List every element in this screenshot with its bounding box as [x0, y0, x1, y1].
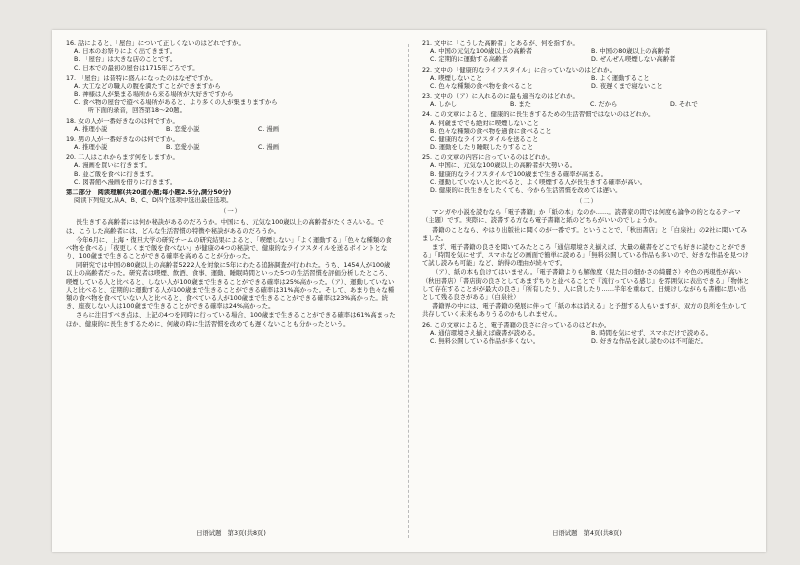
question-19-stem: 19. 男の人が一番好きなのは何ですか。: [66, 135, 179, 143]
q22-options-row-1: [422, 75, 752, 83]
q21-options-row-2: [422, 56, 752, 64]
page-4-footer: 日语试题 第4页(共8页): [552, 529, 622, 537]
q20-option-b: B. 並ご飯を食べに行きます。: [74, 170, 158, 178]
q20-option-a: A. 漫画を買いに行きます。: [74, 162, 151, 170]
passage-1-paragraph-3: 同研究では中国の80歳以上の高齢者5222人を対象に5年にわたる追跡調査が行われた。うち、1454人が100歳以上の高齢者だった。研究者は喫煙、飲酒、食事、運動、睡眠時間といった5つの生活習慣を評価分析したところ、喫煙している人と比べると、しない人が100歳まで生きることができる確率は25%高かった。（ア）、運動していない人と比べると、定期的に運動する人が100歳まで生きることができる確率は31%高かった。そして、あまり色々な種類の食べ物を食べていない人と比べると、食べている人が100歳まで生きることができる確率は23%高かった。続き、座夜しない人は100歳まで生きることができる確率は24%高かった。: [66, 262, 395, 311]
page-fold-line: [408, 44, 409, 538]
q22-option-b: B. よく運動すること: [591, 74, 650, 82]
q24-option-d: D. 運動をしたり睡眠したりすること: [430, 144, 534, 152]
exam-sheet: [52, 30, 766, 552]
q25-option-d: D. 健康的に長生きをしたくても、今から生活習慣を改めては遅い。: [430, 186, 622, 194]
question-16-stem: 16. 話によると、「屋台」について正しくないのはどれですか。: [66, 40, 245, 47]
q23-option-d: D. それで: [670, 101, 698, 109]
q24-option-c: C. 健康的なライフスタイルを送ること: [430, 135, 539, 143]
q19-options: [66, 144, 396, 152]
listening-note: 听下面的录音，回答第18～20题。: [88, 107, 186, 115]
q22-option-d: D. 夜遅くまで寝ないこと: [591, 82, 663, 90]
q17-option-c: C. 食べ物の屋台で遊べる場所があると、より多くの人が集まりますから: [74, 99, 278, 107]
q26-option-c: C. 無料公開している作品が多くない。: [430, 337, 540, 345]
q22-option-a: A. 喫煙しないこと: [430, 74, 483, 82]
q26-options-row-2: [422, 338, 752, 346]
page-3-footer: 日语试题 第3页(共8页): [196, 529, 266, 537]
q24-option-a: A. 何歳まででも絶対に喫煙しないこと: [430, 119, 539, 127]
q25-option-b: B. 健康的なライフスタイルで100歳まで生きる確率が高まる。: [430, 170, 608, 178]
q26-option-a: A. 通信環境さえ揃えば蔵書が読める。: [430, 329, 539, 337]
q26-option-b: B. 時間を気にせず、スマホだけで読める。: [591, 329, 713, 337]
q21-option-d: D. ぜんぜん喫煙しない高齢者: [591, 56, 676, 64]
q21-option-c: C. 定期的に運動する高齢者: [430, 56, 508, 64]
question-26-stem: 26. この文章によると、電子書籍の良さに合っているのはどれか。: [422, 321, 611, 329]
q23-option-c: C. だから: [590, 101, 618, 109]
q22-options-row-2: [422, 83, 752, 91]
q23-option-b: B. また: [510, 101, 531, 109]
passage-1-paragraph-4: さらに注目すべき点は、上記の4つを同時に行っている場合、100歳まで生きることができる確率は61%高まったほか、健康的に長生きするために、何歳の時に生活習慣を改めても遅くないことも分かったという。: [66, 312, 396, 328]
question-24-stem: 24. この文章によると、健康的に長生きするための生活習慣ではないのはどれか。: [422, 111, 655, 119]
q18-option-b: B. 恋愛小説: [166, 125, 200, 133]
passage-2-heading: （二）: [576, 198, 598, 206]
question-21-stem: 21. 文中に「こうした高齢者」とあるが、何を指すか。: [422, 40, 579, 47]
question-18-stem: 18. 女の人が一番好きなのは何ですか。: [66, 117, 179, 125]
q18-option-c: C. 漫画: [258, 125, 279, 133]
q21-option-b: B. 中国の80歳以上の高齢者: [591, 48, 671, 56]
q25-option-a: A. 中国に、元気な100歳以上の高齢者が大勢いる。: [430, 162, 577, 170]
q17-option-a: A. 大工などの職人の腹を満たすことができますから: [74, 82, 221, 90]
q19-option-a: A. 推理小説: [74, 144, 108, 152]
q20-option-c: C. 図書館へ漫画を借りに行きます。: [74, 178, 177, 186]
passage-2-paragraph-5: 書籍界の中には、電子書籍の発展に伴って「紙の本は消える」と予想する人もいますが、双方の良所を生かして共存していく未来もありうるのかもしれません。: [422, 303, 747, 319]
q23-options: [422, 101, 752, 109]
q22-option-c: C. 色々な種類の食べ物を食べること: [430, 82, 533, 90]
passage-1-paragraph-1: 長生きする高齢者には何か秘訣があるのだろうか。中国にも、元気な100歳以上の高齢者がたくさんいる。では、こうした高齢者には、どんな生活習慣の特徴や秘訣があるのだろうか。: [66, 219, 384, 235]
q24-option-b: B. 色々な種類の食べ物を過食に食べること: [430, 127, 552, 135]
passage-1-paragraph-2: 今年6月に、上海・復旦大学の研究チームの研究結果によると、「喫煙しない」「よく運動する」「色々な種類の食べ物を食べる」「夜更しくまで飯を食べない」が健康の4つの秘訣で、健康的なライフスタイルを送るポイントとなり、100歳まで生きることができる確率を高めることが分かった。: [66, 236, 392, 261]
q16-option-b: B. 「屋台」は大きな店のことです。: [74, 56, 177, 64]
question-22-stem: 22. 文中の「健康的なライフスタイル」に合っていないのはどれか。: [422, 66, 616, 74]
q16-option-c: C. 日本での最初の屋台は1715年ごろです。: [74, 64, 199, 72]
question-25-stem: 25. この文章の内容に合っているのはどれか。: [422, 154, 554, 162]
q19-option-c: C. 漫画: [258, 144, 279, 152]
q25-option-c: C. 運動していない人と比べると、よく喫煙する人が長生きする確率が高い。: [430, 178, 647, 186]
q18-option-a: A. 推理小説: [74, 125, 108, 133]
q26-option-d: D. 好きな作品を試し読むのは不可能だ。: [591, 337, 707, 345]
part-2-instructions: 阅读下列短文,从A、B、C、D四个选项中选出最佳选项。: [74, 197, 233, 205]
passage-1-heading: （一）: [220, 208, 242, 216]
q16-option-a: A. 日本のお祭りによく出てきます。: [74, 48, 177, 56]
page-3: [66, 38, 396, 544]
question-20-stem: 20. 二人はこれからまず何をしますか。: [66, 154, 179, 162]
q18-options: [66, 126, 396, 134]
question-17-stem: 17. 「屋台」は昔特に盛んになったのはなぜですか。: [66, 74, 217, 82]
passage-2-paragraph-4: （ア）、紙の本も負けてはいません。「電子書籍よりも解像度（見た目の細かさの綺麗さ）や色の再現性が高い（秋田書店）「書店街の良さとしてあまずちりと並べることで『流行っている感じ』を雰囲気に表出できる」「物体として存在することがが最大の良さ」「所有したり、人に貸したり……半年を重ねて、日焼けしながらも書棚に思い出として残る良さがある」（白泉社）: [422, 269, 750, 301]
passage-2-paragraph-1: マンガや小説を読むなら「電子書籍」か「紙の本」なのか……。読書家の間では何度も論争の的となるテーマ（主題）です。実際に、読書する方なら電子書籍と紙のどちらがいいのでしょうか。: [422, 209, 741, 225]
question-23-stem: 23. 文中の（ア）に入れるのに最も適当なのはどれか。: [422, 93, 579, 101]
part-2-title: 第二部分 阅读理解(共20道小题;每小题2.5分,满分50分): [66, 188, 232, 196]
q17-option-b: B. 神様は人が集まる場所から来る場所が大好きですから: [74, 91, 234, 99]
q23-option-a: A. しかし: [430, 101, 458, 109]
passage-2-paragraph-2: 書籍のことなら、やはり出版社に聞くのが一番です。ということで、「秋田書店」と「白泉社」の2社に聞いてみました。: [422, 226, 748, 242]
passage-2-paragraph-3: まず、電子書籍の良さを聞いてみたところ「通信環境さえ揃えば、大量の蔵書をどこでも好きに読むことができる」「時間を気にせず、スマホなどの画面で簡単に読める」「無料公開している作品も多いので、好きな作品を見つけて試し読みも可能」など、納得の理由が続々です。: [422, 243, 749, 268]
page-4: [422, 38, 752, 544]
q26-options-row-1: [422, 330, 752, 338]
q19-option-b: B. 恋愛小説: [166, 144, 200, 152]
q21-option-a: A. 中国の元気な100歳以上の高齢者: [430, 48, 533, 56]
